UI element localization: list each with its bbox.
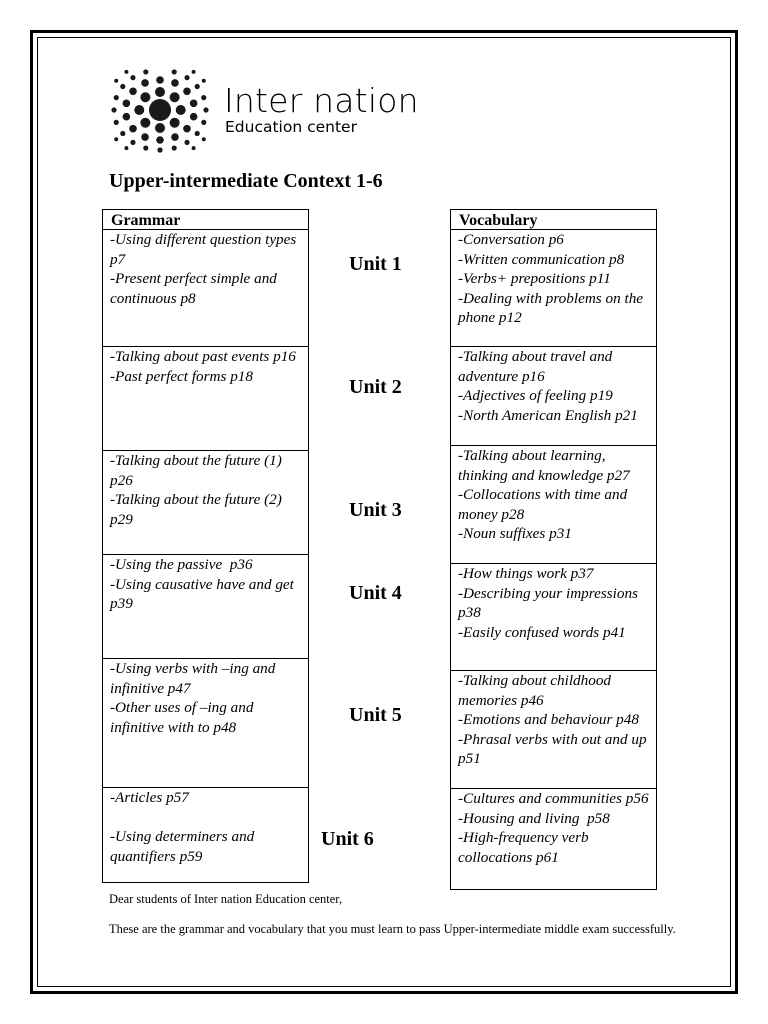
vocabulary-table [450, 209, 657, 890]
vocabulary-topic: -Cultures and communities p56 [458, 790, 649, 807]
vocabulary-topic: -How things work p37 [458, 565, 594, 582]
brand-subtitle: Education center [225, 118, 357, 136]
brand-name: Inter nation [224, 81, 419, 120]
grammar-table [102, 209, 309, 883]
document-title: Upper-intermediate Context 1-6 [109, 170, 383, 192]
unit-label: Unit 6 [321, 828, 374, 850]
vocabulary-topic: -North American English p21 [458, 406, 638, 424]
grammar-topic: -Past perfect forms p18 [110, 367, 253, 385]
vocabulary-topic: -Talking about travel and adventure p16 [458, 348, 617, 385]
vocabulary-header: Vocabulary [451, 209, 656, 230]
grammar-cell [103, 555, 308, 659]
unit-label: Unit 2 [349, 376, 402, 398]
unit-label: Unit 1 [349, 253, 402, 275]
footer-message: These are the grammar and vocabulary that you must learn to pass Upper-intermediate middle exam successfully. [109, 922, 676, 936]
grammar-header: Grammar [103, 209, 308, 230]
vocabulary-cell [451, 671, 656, 789]
unit-label: Unit 5 [349, 704, 402, 726]
grammar-topic: -Using causative have and get p39 [110, 575, 298, 613]
grammar-topic: -Other uses of –ing and infinitive with to p48 [110, 699, 258, 736]
grammar-topic: -Talking about past events p16 [110, 348, 296, 365]
vocabulary-cell [451, 446, 656, 564]
vocabulary-topic: -Easily confused words p41 [458, 623, 626, 641]
grammar-cell [103, 659, 308, 788]
vocabulary-topic: -Phrasal verbs with out and up p51 [458, 730, 651, 768]
vocabulary-topic: -Talking about childhood memories p46 [458, 672, 615, 709]
grammar-cell [103, 347, 308, 451]
vocabulary-topic: -Collocations with time and money p28 [458, 486, 631, 523]
vocabulary-cell [451, 564, 656, 671]
grammar-topic: -Using different question types p7 [110, 231, 301, 268]
unit-label: Unit 3 [349, 499, 402, 521]
vocabulary-topic: -Conversation p6 [458, 231, 564, 248]
grammar-cell [103, 230, 308, 347]
vocabulary-topic: -Noun suffixes p31 [458, 525, 572, 543]
vocabulary-cell [451, 230, 656, 347]
vocabulary-topic: -Talking about learning, thinking and knowledge p27 [458, 447, 630, 484]
grammar-topic: -Using verbs with –ing and infinitive p47 [110, 660, 280, 697]
sunburst-logo-icon [110, 68, 210, 154]
vocabulary-cell [451, 789, 656, 890]
grammar-topic: -Talking about the future (2) p29 [110, 491, 286, 528]
grammar-cell [103, 451, 308, 555]
grammar-cell [103, 788, 308, 883]
grammar-topic: -Using determiners and quantifiers p59 [110, 828, 259, 865]
vocabulary-topic: -Dealing with problems on the phone p12 [458, 289, 647, 327]
footer-greeting: Dear students of Inter nation Education center, [109, 892, 343, 906]
grammar-topic: -Articles p57 [110, 789, 189, 806]
grammar-topic: -Present perfect simple and continuous p8 [110, 270, 281, 307]
vocabulary-topic: -Written communication p8 [458, 250, 625, 268]
vocabulary-topic: -Adjectives of feeling p19 [458, 387, 613, 405]
vocabulary-topic: -Describing your impressions p38 [458, 584, 642, 622]
grammar-topic [110, 808, 304, 828]
vocabulary-topic: -High-frequency verb collocations p61 [458, 829, 593, 866]
grammar-topic: -Using the passive p36 [110, 556, 253, 573]
vocabulary-cell [451, 347, 656, 446]
unit-label: Unit 4 [349, 582, 402, 604]
vocabulary-topic: -Emotions and behaviour p48 [458, 711, 639, 729]
vocabulary-topic: -Verbs+ prepositions p11 [458, 270, 611, 288]
vocabulary-topic: -Housing and living p58 [458, 809, 610, 827]
grammar-topic: -Talking about the future (1) p26 [110, 452, 286, 489]
